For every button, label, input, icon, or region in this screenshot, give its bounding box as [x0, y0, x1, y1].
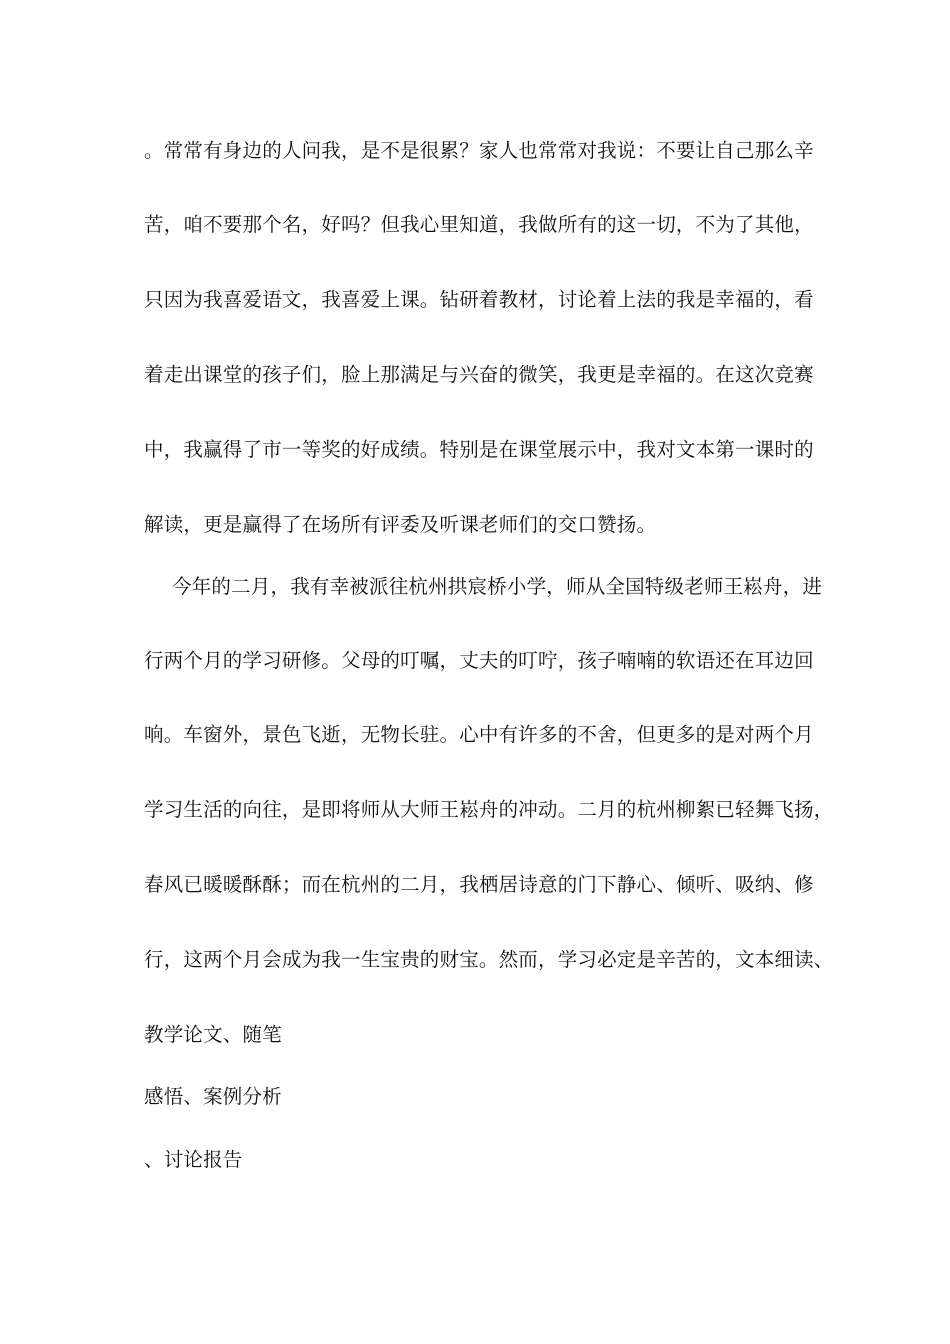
paragraph-2-line-5: 春风已暖暖酥酥；而在杭州的二月，我栖居诗意的门下静心、倾听、吸纳、修 — [144, 873, 814, 896]
paragraph-1-line-6: 解读，更是赢得了在场所有评委及听课老师们的交口赞扬。 — [144, 513, 657, 536]
paragraph-2-line-1: 今年的二月，我有幸被派往杭州拱宸桥小学，师从全国特级老师王崧舟，进 — [172, 575, 823, 598]
paragraph-1-line-1: 。常常有身边的人问我，是不是很累？家人也常常对我说：不要让自己那么辛 — [144, 139, 814, 162]
paragraph-1-line-3: 只因为我喜爱语文，我喜爱上课。钻研着教材，讨论着上法的我是幸福的，看 — [144, 288, 814, 311]
paragraph-2-line-3: 响。车窗外，景色飞逝，无物长驻。心中有许多的不舍，但更多的是对两个月 — [144, 723, 814, 746]
fragment-line-3: 、讨论报告 — [144, 1148, 243, 1171]
paragraph-2-line-2: 行两个月的学习研修。父母的叮嘱，丈夫的叮咛，孩子喃喃的软语还在耳边回 — [144, 649, 814, 672]
paragraph-1-line-5: 中，我赢得了市一等奖的好成绩。特别是在课堂展示中，我对文本第一课时的 — [144, 438, 814, 461]
fragment-line-1: 教学论文、随笔 — [144, 1023, 282, 1046]
fragment-line-2: 感悟、案例分析 — [144, 1085, 282, 1108]
paragraph-1-line-2: 苦，咱不要那个名，好吗？但我心里知道，我做所有的这一切，不为了其他， — [144, 213, 814, 236]
paragraph-2-line-4: 学习生活的向往，是即将师从大师王崧舟的冲动。二月的杭州柳絮已轻舞飞扬， — [144, 798, 834, 821]
paragraph-1-line-4: 着走出课堂的孩子们，脸上那满足与兴奋的微笑，我更是幸福的。在这次竞赛 — [144, 363, 814, 386]
paragraph-2-line-6: 行，这两个月会成为我一生宝贵的财宝。然而，学习必定是辛苦的，文本细读、 — [144, 948, 834, 971]
